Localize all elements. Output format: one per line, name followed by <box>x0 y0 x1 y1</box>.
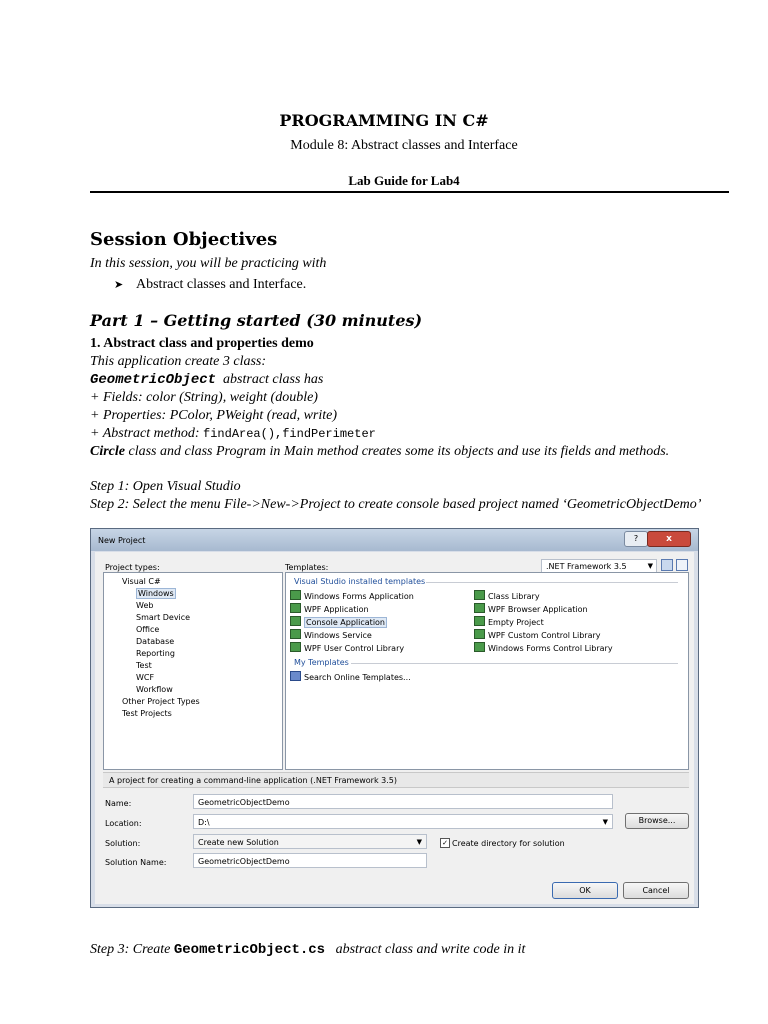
step3-suffix: abstract class and write code in it <box>335 942 526 957</box>
template-item[interactable] <box>290 616 387 627</box>
geometric-object-suffix: abstract class has <box>223 372 324 387</box>
tree-item[interactable] <box>122 577 161 586</box>
tree-item-label: Web <box>136 601 154 610</box>
template-item[interactable] <box>290 642 404 653</box>
fields-line: + Fields: color (String), weight (double) <box>90 390 318 405</box>
chevron-down-icon: ▼ <box>416 838 422 846</box>
tree-item[interactable] <box>136 685 173 694</box>
circle-line <box>90 444 669 460</box>
templates-label: Templates: <box>285 563 329 572</box>
template-icon <box>290 629 301 639</box>
installed-divider <box>426 582 678 583</box>
installed-templates-header: Visual Studio installed templates <box>294 577 426 586</box>
template-icon <box>290 603 301 613</box>
arrow-bullet-icon: ➤ <box>114 278 124 291</box>
circle-word: Circle <box>90 444 125 459</box>
cancel-button[interactable]: Cancel <box>623 882 689 899</box>
new-project-dialog <box>90 528 699 908</box>
browse-button[interactable]: Browse... <box>625 813 689 829</box>
geometric-object-line <box>90 372 323 388</box>
tree-item-label: WCF <box>136 673 155 682</box>
tree-item-label: Reporting <box>136 649 175 658</box>
objective-bullet <box>114 277 306 293</box>
tree-item[interactable] <box>136 625 159 634</box>
solution-label: Solution: <box>105 839 141 848</box>
dialog-body <box>95 552 694 904</box>
tree-item-label: Workflow <box>136 685 173 694</box>
tree-item-label: Visual C# <box>122 577 161 586</box>
solution-select[interactable] <box>193 834 427 849</box>
template-icon <box>474 629 485 639</box>
description-bar <box>103 772 689 788</box>
step3-prefix: Step 3: Create <box>90 942 174 957</box>
name-input[interactable] <box>193 794 613 809</box>
templates-right-column <box>474 590 674 660</box>
ok-button[interactable]: OK <box>552 882 618 899</box>
template-item[interactable] <box>474 642 613 653</box>
template-label: Console Application <box>306 618 385 627</box>
solution-name-value: GeometricObjectDemo <box>198 857 290 866</box>
geometric-object-name: GeometricObject <box>90 372 217 388</box>
tree-item-label: Other Project Types <box>122 697 200 706</box>
template-icon <box>474 616 485 626</box>
step3-filename: GeometricObject.cs <box>173 942 326 958</box>
abstract-method-names: findArea(),findPerimeter <box>203 427 376 441</box>
abstract-method-prefix: + Abstract method: <box>90 426 204 441</box>
location-value: D:\ <box>198 818 210 827</box>
abstract-method-line <box>90 426 376 442</box>
template-label: Windows Service <box>304 631 372 640</box>
tree-item-label: Office <box>136 625 160 634</box>
templates-left-column <box>290 590 470 660</box>
template-icon <box>474 590 485 600</box>
part1-heading: Part 1 – Getting started (30 minutes) <box>90 311 423 330</box>
project-description: A project for creating a command-line application (.NET Framework 3.5) <box>109 776 397 785</box>
template-label: Windows Forms Control Library <box>488 644 613 653</box>
help-button[interactable]: ? <box>624 531 648 547</box>
lab-guide-label: Lab Guide for Lab4 <box>348 173 460 188</box>
close-button[interactable]: x <box>647 531 691 547</box>
template-item[interactable] <box>290 603 369 614</box>
name-label: Name: <box>105 799 132 808</box>
template-icon <box>290 590 301 600</box>
template-item[interactable] <box>474 629 601 640</box>
tree-item-label: Test <box>136 661 152 670</box>
location-label: Location: <box>105 819 142 828</box>
tree-item[interactable] <box>136 601 153 610</box>
tree-item[interactable] <box>136 637 174 646</box>
item1-heading: 1. Abstract class and properties demo <box>90 336 314 351</box>
my-templates-header: My Templates <box>294 658 349 667</box>
template-label: WPF User Control Library <box>304 644 405 653</box>
template-item[interactable] <box>290 590 414 601</box>
tree-item[interactable] <box>136 613 190 622</box>
framework-select[interactable] <box>541 559 657 573</box>
dialog-title: New Project <box>98 536 146 545</box>
template-item[interactable] <box>474 590 540 601</box>
template-icon <box>474 603 485 613</box>
tree-items <box>104 577 282 767</box>
checkmark-icon: ✓ <box>442 839 448 847</box>
tree-item[interactable] <box>136 589 176 598</box>
template-item[interactable] <box>290 629 372 640</box>
chevron-down-icon: ▼ <box>647 562 653 570</box>
project-types-label: Project types: <box>105 563 160 572</box>
template-icon <box>474 642 485 652</box>
create-directory-label: Create directory for solution <box>452 839 565 848</box>
header-divider <box>90 191 729 193</box>
step1: Step 1: Open Visual Studio <box>90 479 241 494</box>
circle-rest: class and class Program in Main method creates some its objects and use its fields and methods. <box>125 444 670 459</box>
dialog-titlebar <box>91 529 698 551</box>
tree-item[interactable] <box>136 673 154 682</box>
search-online-icon <box>290 671 301 681</box>
location-input[interactable] <box>193 814 613 829</box>
document-subtitle: Module 8: Abstract classes and Interface <box>290 138 518 153</box>
solution-name-label: Solution Name: <box>105 858 167 867</box>
template-label: WPF Custom Control Library <box>488 631 601 640</box>
template-item[interactable] <box>474 616 544 627</box>
tree-item[interactable] <box>122 697 200 706</box>
session-objectives-heading: Session Objectives <box>90 229 278 250</box>
chevron-down-icon: ▼ <box>602 818 608 826</box>
tree-item-label: Windows <box>138 589 174 598</box>
project-types-tree[interactable] <box>103 572 283 770</box>
my-templates-divider <box>351 663 678 664</box>
properties-line: + Properties: PColor, PWeight (read, write) <box>90 408 338 423</box>
tree-item[interactable] <box>136 661 152 670</box>
document-title: PROGRAMMING IN C# <box>279 111 489 130</box>
tree-item[interactable] <box>136 649 175 658</box>
step2: Step 2: Select the menu File->New->Project to create console based project named ‘GeometricObjectDemo’ <box>90 497 702 512</box>
template-icon <box>290 616 301 626</box>
name-value: GeometricObjectDemo <box>198 798 290 807</box>
template-icon <box>290 642 301 652</box>
framework-value: .NET Framework 3.5 <box>546 562 627 571</box>
template-label: WPF Browser Application <box>488 605 588 614</box>
tree-item-label: Test Projects <box>122 709 172 718</box>
solution-value: Create new Solution <box>198 838 279 847</box>
search-online-templates[interactable] <box>290 671 411 682</box>
template-label: Windows Forms Application <box>304 592 414 601</box>
app-description: This application create 3 class: <box>90 354 267 369</box>
tree-item-label: Database <box>136 637 175 646</box>
tree-item[interactable] <box>122 709 172 718</box>
template-label: WPF Application <box>304 605 369 614</box>
template-item[interactable] <box>474 603 588 614</box>
templates-panel[interactable] <box>285 572 689 770</box>
solution-name-input[interactable] <box>193 853 427 868</box>
tree-item-label: Smart Device <box>136 613 191 622</box>
create-directory-checkbox[interactable] <box>440 838 450 848</box>
objective-text: Abstract classes and Interface. <box>136 277 307 292</box>
search-online-label: Search Online Templates... <box>304 673 411 682</box>
template-label: Class Library <box>488 592 540 601</box>
large-icons-view-icon[interactable] <box>661 559 673 571</box>
session-intro: In this session, you will be practicing with <box>90 256 327 271</box>
template-label: Empty Project <box>488 618 544 627</box>
step3 <box>90 942 525 958</box>
small-icons-view-icon[interactable] <box>676 559 688 571</box>
